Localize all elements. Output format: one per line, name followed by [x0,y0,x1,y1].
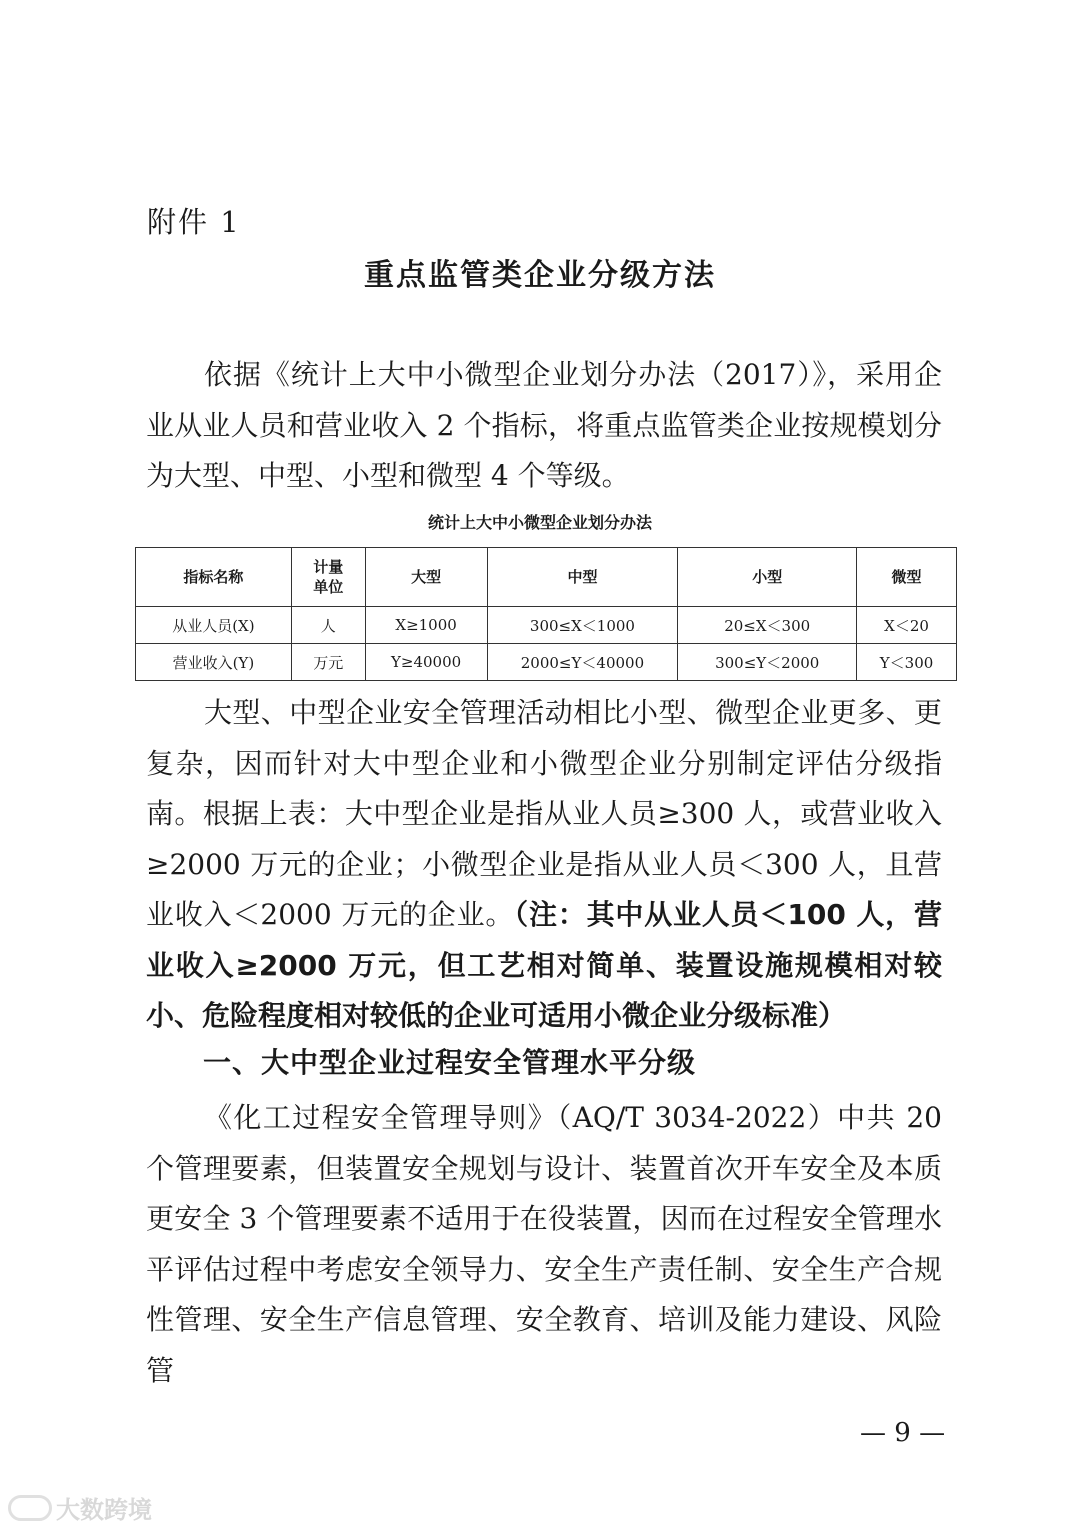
note-text: （注：其中从业人员＜100 人，营业收入≥2000 万元，但工艺相对简单、装置设施规模相对较小、危险程度相对较低的企业可适用小微企业分级标准） [146,898,942,1032]
watermark-text: 大数跨境 [56,1496,152,1524]
header-unit [291,548,365,607]
header-small: 小型 [678,548,857,607]
watermark-logo-icon [8,1495,52,1521]
watermark [8,1490,152,1525]
classification-paragraph [146,688,942,1042]
page-number: — 9 — [860,1418,946,1448]
cell-unit: 人 [291,607,365,644]
attachment-label: 附件 1 [147,205,241,239]
section-heading: 一、大中型企业过程安全管理水平分级 [203,1046,697,1079]
classification-text: 大型、中型企业安全管理活动相比小型、微型企业更多、更复杂，因而针对大中型企业和小微型企业分别制定评估分级指南。根据上表：大中型企业是指从业人员≥300 人，或营业收入≥2000 万元的企业；小微型企业是指从业人员＜300 人，且营业收入＜2000 万元的企业。 [146,696,942,931]
cell-large: X≥1000 [365,607,487,644]
header-large: 大型 [365,548,487,607]
classification-table [135,547,957,681]
table-row [136,644,957,681]
cell-small: 300≤Y＜2000 [678,644,857,681]
header-medium: 中型 [487,548,678,607]
cell-name: 从业人员(X) [136,607,292,644]
page-title: 重点监管类企业分级方法 [364,258,716,293]
cell-name: 营业收入(Y) [136,644,292,681]
cell-large: Y≥40000 [365,644,487,681]
cell-medium: 300≤X＜1000 [487,607,678,644]
header-indicator-name: 指标名称 [136,548,292,607]
header-unit-line2: 单位 [313,578,344,596]
cell-unit: 万元 [291,644,365,681]
cell-micro: X＜20 [857,607,957,644]
intro-paragraph: 依据《统计上大中小微型企业划分办法（2017）》，采用企业从业人员和营业收入 2 个指标，将重点监管类企业按规模划分为大型、中型、小型和微型 4 个等级。 [146,358,942,492]
cell-small: 20≤X＜300 [678,607,857,644]
section-paragraph: 《化工过程安全管理导则》（AQ/T 3034-2022）中共 20 个管理要素，但装置安全规划与设计、装置首次开车安全及本质更安全 3 个管理要素不适用于在役装置，因而在过程安全管理水平评估过程中考虑安全领导力、安全生产责任制、安全生产合规性管理、安全生产信息管理、安全教育、培训及能力建设、风险管 [146,1101,942,1387]
cell-micro: Y＜300 [857,644,957,681]
table-header-row [136,548,957,607]
table-caption: 统计上大中小微型企业划分办法 [427,513,652,532]
cell-medium: 2000≤Y＜40000 [487,644,678,681]
header-unit-line1: 计量 [313,558,344,576]
header-micro: 微型 [857,548,957,607]
table-row [136,607,957,644]
